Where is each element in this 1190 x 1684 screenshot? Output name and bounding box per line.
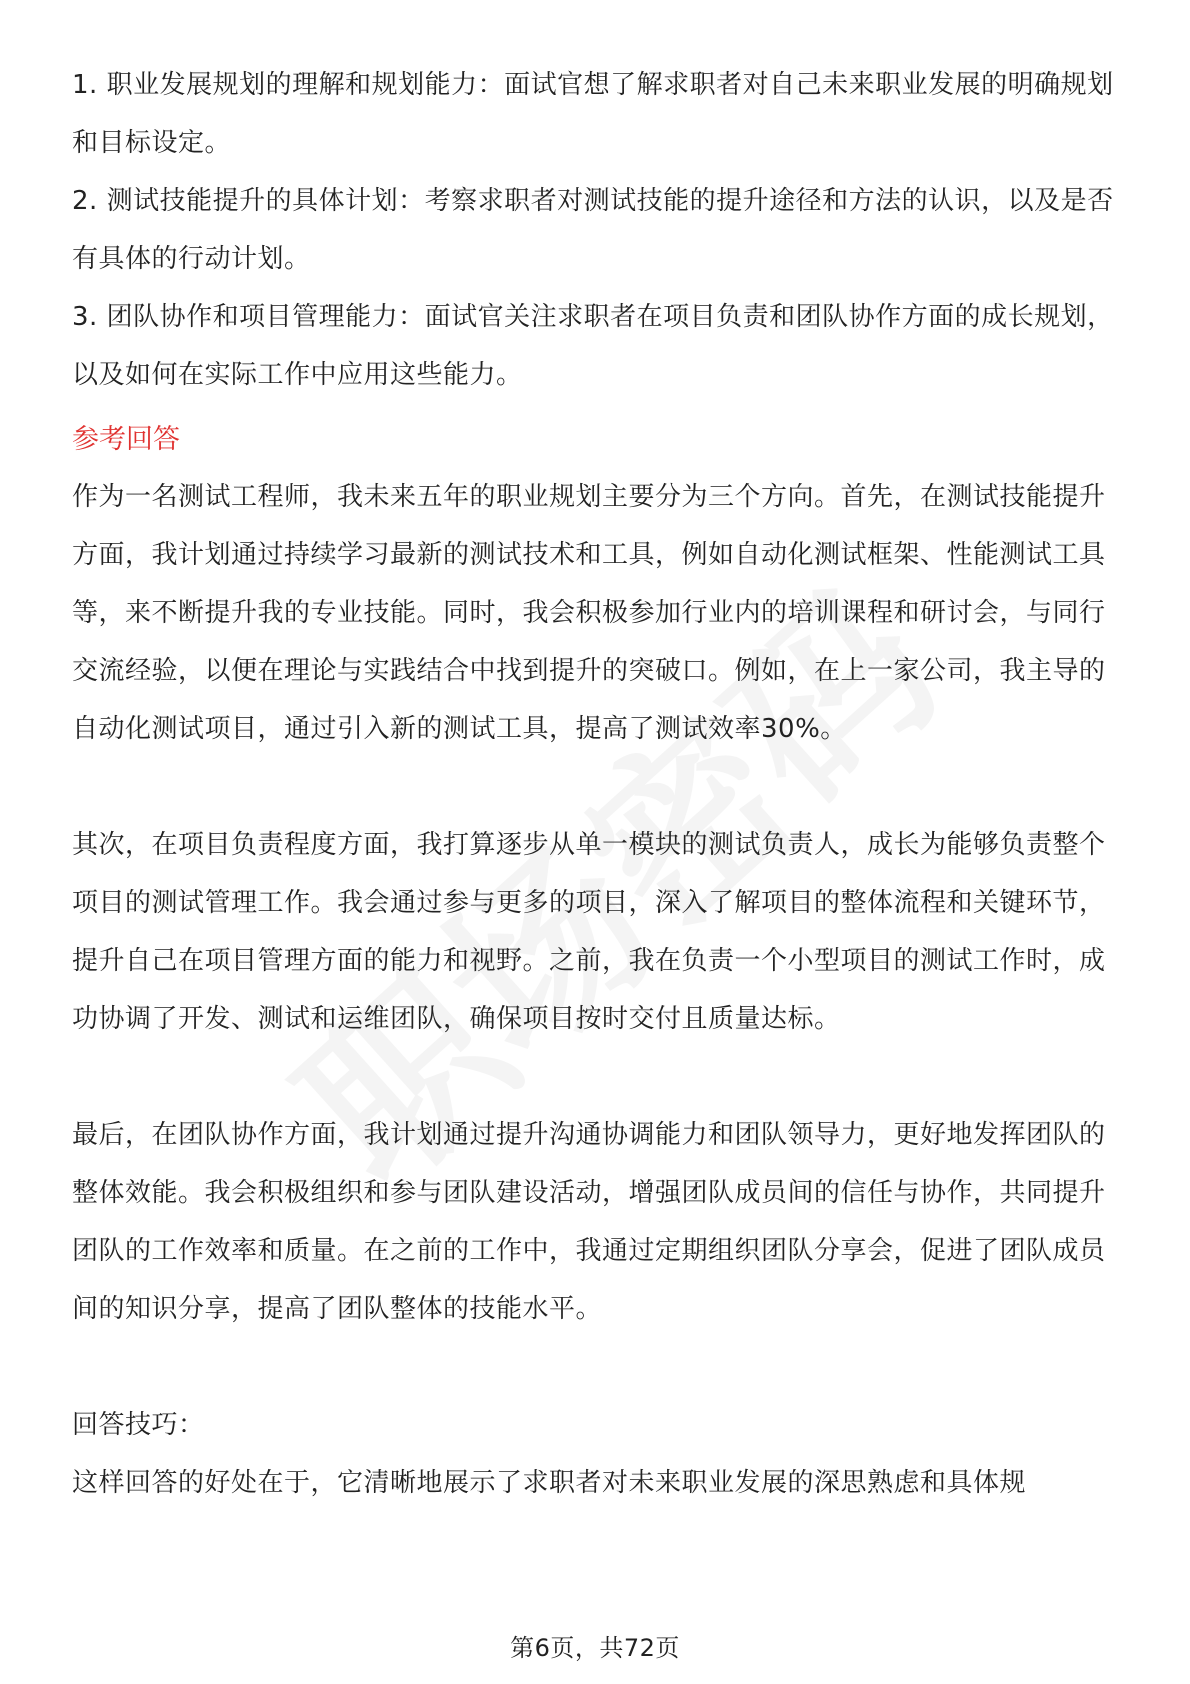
reference-answer-title: 参考回答 (72, 424, 180, 455)
list-item: 3. 团队协作和项目管理能力：面试官关注求职者在项目负责和团队协作方面的成长规划，以及如何在实际工作中应用这些能力。 (72, 302, 1114, 390)
answer-paragraph: 作为一名测试工程师，我未来五年的职业规划主要分为三个方向。首先，在测试技能提升方面，我计划通过持续学习最新的测试技术和工具，例如自动化测试框架、性能测试工具等，来不断提升我的专业技能。同时，我会积极参加行业内的培训课程和研讨会，与同行交流经验，以便在理论与实践结合中找到提升的突破口。例如，在上一家公司，我主导的自动化测试项目，通过引入新的测试工具，提高了测试效率30%。 (72, 482, 1106, 744)
tips-text: 这样回答的好处在于，它清晰地展示了求职者对未来职业发展的深思熟虑和具体规 (72, 1468, 1027, 1498)
answer-paragraph: 最后，在团队协作方面，我计划通过提升沟通协调能力和团队领导力，更好地发挥团队的整体效能。我会积极组织和参与团队建设活动，增强团队成员间的信任与协作，共同提升团队的工作效率和质量。在之前的工作中，我通过定期组织团队分享会，促进了团队成员间的知识分享，提高了团队整体的技能水平。 (72, 1120, 1106, 1324)
tips-title: 回答技巧： (72, 1410, 205, 1440)
page-number: 第6页，共72页 (510, 1634, 680, 1662)
list-item: 1. 职业发展规划的理解和规划能力：面试官想了解求职者对自己未来职业发展的明确规划和目标设定。 (72, 70, 1114, 158)
list-item: 2. 测试技能提升的具体计划：考察求职者对测试技能的提升途径和方法的认识，以及是否有具体的行动计划。 (72, 186, 1114, 274)
page-content (72, 56, 1122, 1512)
answer-paragraph: 其次，在项目负责程度方面，我打算逐步从单一模块的测试负责人，成长为能够负责整个项目的测试管理工作。我会通过参与更多的项目，深入了解项目的整体流程和关键环节，提升自己在项目管理方面的能力和视野。之前，我在负责一个小型项目的测试工作时，成功协调了开发、测试和运维团队，确保项目按时交付且质量达标。 (72, 830, 1106, 1034)
